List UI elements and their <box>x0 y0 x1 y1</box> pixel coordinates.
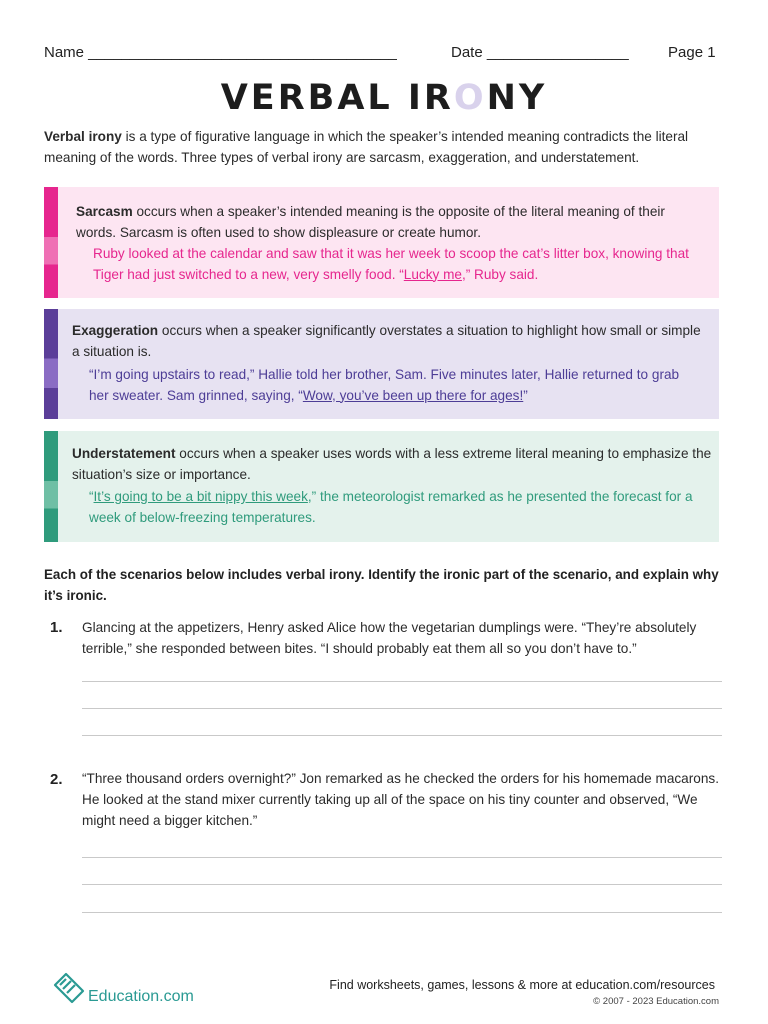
sarcasm-example-end: ,” Ruby said. <box>461 266 539 282</box>
understatement-example-text: “ <box>89 489 94 504</box>
instructions: Each of the scenarios below includes verbal irony. Identify the ironic part of the scenario, and explain why it’s ironic. <box>44 567 719 603</box>
sarcasm-example-text: Ruby looked at the calendar and saw that it was her week to scoop the cat’s litter box, knowing that Tiger had just switched to a new, very smelly food. “ <box>93 246 689 282</box>
exaggeration-example <box>89 365 689 406</box>
exaggeration-example-text: “I’m going upstairs to read,” Hallie told her brother, Sam. Five minutes later, Hallie returned to grab her sweater. Sam grinned, saying, “ <box>89 367 680 403</box>
footer-tagline: Find worksheets, games, lessons & more at education.com/resources <box>329 978 715 992</box>
page-number: Page 1 <box>668 44 716 61</box>
question-1-text: Glancing at the appetizers, Henry asked Alice how the vegetarian dumplings were. “They’re absolutely terrible,” she responded between bites. “I should probably eat them all so you don’t have to.” <box>82 620 697 656</box>
answer-line[interactable] <box>82 735 722 736</box>
logo-text: Education.com <box>88 988 194 1005</box>
sarcasm-ironic-phrase: Lucky me <box>403 266 462 282</box>
exaggeration-ironic-phrase: Wow, you’ve been up there for ages! <box>302 387 524 403</box>
sarcasm-definition-text: occurs when a speaker’s intended meaning is the opposite of the literal meaning of their words. Sarcasm is often used to show displeasure or create humor. <box>76 204 665 240</box>
exaggeration-definition <box>72 321 702 362</box>
understatement-box <box>44 431 719 542</box>
intro-text: is a type of figurative language in which the speaker’s intended meaning contradicts the literal meaning of the words. Three types of verbal irony are sarcasm, exaggeration, and understatement. <box>44 129 689 165</box>
sarcasm-definition <box>76 202 706 243</box>
understatement-term: Understatement <box>72 446 176 461</box>
answer-line[interactable] <box>82 708 722 709</box>
question-1-number: 1. <box>50 619 63 636</box>
education-logo-icon <box>52 971 86 1005</box>
answer-line[interactable] <box>82 884 722 885</box>
understatement-example <box>89 487 714 528</box>
sarcasm-example <box>93 244 698 285</box>
exaggeration-example-end: ” <box>523 387 528 403</box>
question-2-text: “Three thousand orders overnight?” Jon remarked as he checked the orders for his homemade macarons. He looked at the stand mixer currently taking up all of the space on his tiny counter and observed, “We might need a bigger kitchen.” <box>82 771 719 828</box>
intro-paragraph <box>44 126 734 168</box>
title-part-2: NY <box>486 78 548 118</box>
answer-line[interactable] <box>82 681 722 682</box>
exaggeration-term: Exaggeration <box>72 323 159 338</box>
sarcasm-box <box>44 187 719 298</box>
understatement-example-end: ,” the meteorologist remarked as he presented the forecast for a week of below-freezing temperatures. <box>89 489 693 525</box>
intro-term: Verbal irony <box>44 129 122 144</box>
copyright: © 2007 - 2023 Education.com <box>593 996 719 1007</box>
exaggeration-box <box>44 309 719 419</box>
sarcasm-stripe <box>44 187 58 298</box>
exaggeration-definition-text: occurs when a speaker significantly overstates a situation to highlight how small or simple a situation is. <box>72 323 701 359</box>
understatement-stripe <box>44 431 58 542</box>
title-part-1: VERBAL IR <box>220 78 454 118</box>
understatement-ironic-phrase: It’s going to be a bit nippy this week <box>93 489 308 504</box>
understatement-definition-text: occurs when a speaker uses words with a less extreme literal meaning to emphasize the situation’s size or importance. <box>72 446 712 482</box>
title-highlight-letter: O <box>453 78 487 118</box>
answer-line[interactable] <box>82 912 722 913</box>
date-field[interactable]: Date _________________ <box>451 44 629 61</box>
page-title <box>0 78 768 118</box>
question-2-number: 2. <box>50 771 63 788</box>
answer-line[interactable] <box>82 857 722 858</box>
exaggeration-stripe <box>44 309 58 419</box>
name-field[interactable]: Name _____________________________________ <box>44 44 397 61</box>
understatement-definition <box>72 444 712 485</box>
sarcasm-term: Sarcasm <box>76 204 133 219</box>
